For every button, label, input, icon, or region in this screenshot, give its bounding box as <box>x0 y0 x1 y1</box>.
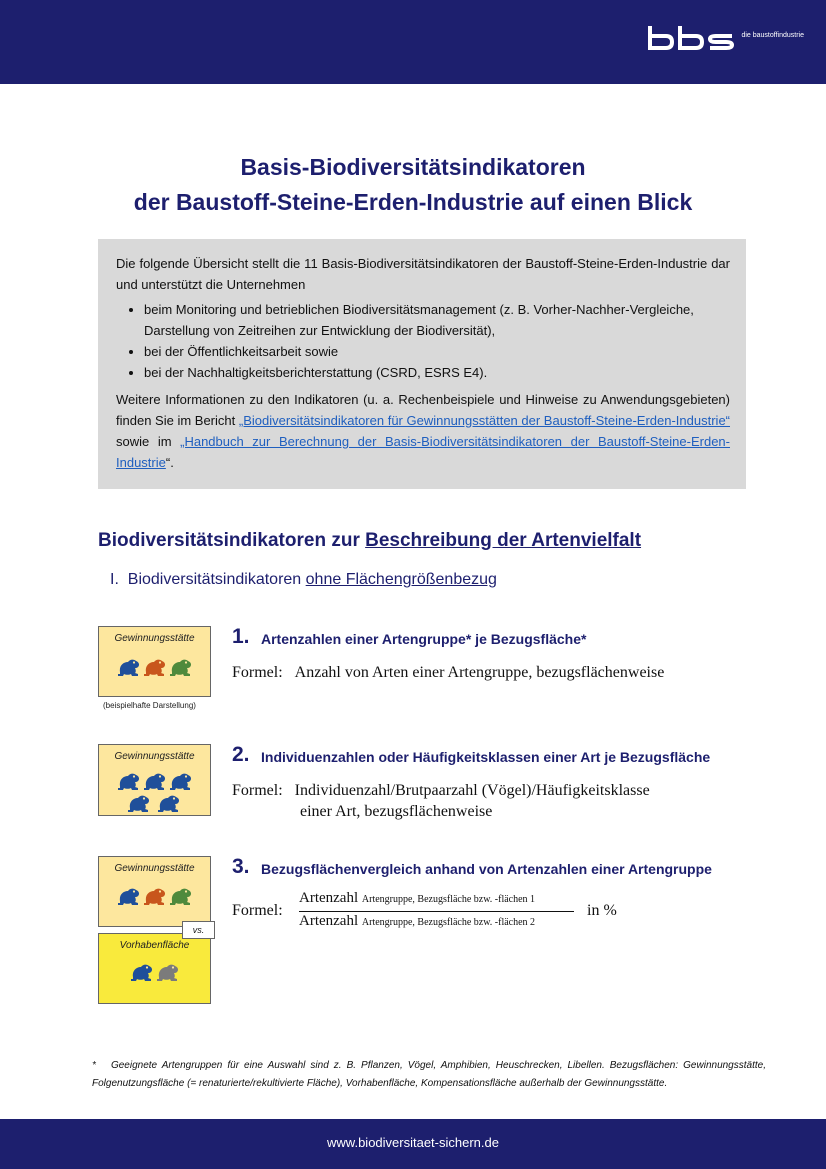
subsection-underlined: ohne Flächengrößenbezug <box>305 571 497 588</box>
formula-text: Anzahl von Arten einer Artengruppe, bezugsflächenweise <box>294 664 665 681</box>
formula-label: Formel: <box>232 782 283 799</box>
bbs-logo <box>646 24 804 54</box>
numerator-main: Artenzahl <box>299 890 359 906</box>
info-bullet: • bei der Nachhaltigkeitsberichterstattung (CSRD, ESRS E4). <box>144 362 730 383</box>
title-line-2: der Baustoff-Steine-Erden-Industrie auf einen Blick <box>133 189 693 215</box>
info-box <box>98 239 746 489</box>
section-title-underlined: Beschreibung der Artenvielfalt <box>365 530 642 551</box>
info-bullets <box>116 299 730 383</box>
vs-label: vs. <box>182 921 215 939</box>
frog-icon <box>143 657 167 677</box>
frog-icon <box>117 657 141 677</box>
gewinnungsstaette-box <box>98 856 211 927</box>
frog-icon <box>143 886 167 906</box>
frog-icon <box>143 771 167 791</box>
frog-icon <box>127 793 151 813</box>
indicator-formula <box>232 780 650 801</box>
box-label: Gewinnungsstätte <box>114 633 195 644</box>
info-bullet: • beim Monitoring und betrieblichen Biodiversitätsmanagement (z. B. Vorher-Nachher-Vergleiche, Darstellung von Zeitreihen zur Entwicklung der Biodiversität), <box>144 299 730 341</box>
info-more <box>116 389 730 473</box>
gewinnungsstaette-box <box>98 626 211 697</box>
formula-label: Formel: <box>232 664 283 681</box>
indicator-formula <box>232 662 664 683</box>
frog-icon <box>169 771 193 791</box>
frog-icon <box>157 793 181 813</box>
subsection-text: Biodiversitätsindikatoren <box>127 571 306 588</box>
example-caption: (beispielhafte Darstellung) <box>103 701 196 710</box>
title-line-1: Basis-Biodiversitätsindikatoren <box>240 154 586 180</box>
info-more-text: Weitere Informationen zu den Indikatoren (u. a. Rechenbeispiele und Hinweise zu Anwendungsgebieten) finden Sie im Bericht <box>116 392 730 428</box>
info-more-text: sowie im <box>116 434 181 449</box>
numerator-subscript: Artengruppe, Bezugsfläche bzw. -flächen 1 <box>361 894 536 905</box>
fraction-line <box>299 911 574 912</box>
fraction-denominator <box>299 913 535 930</box>
section-title <box>98 530 641 552</box>
denominator-subscript: Artengruppe, Bezugsfläche bzw. -flächen 2 <box>361 917 536 928</box>
footnote-mark: * <box>92 1060 96 1071</box>
fraction-numerator <box>299 890 535 907</box>
indicator-number: 3. <box>232 855 250 878</box>
subsection-number: I. <box>110 571 119 588</box>
page-footer <box>0 1119 826 1169</box>
footer-url[interactable]: www.biodiversitaet-sichern.de <box>327 1135 499 1150</box>
page-title <box>0 150 826 220</box>
box-label: Vorhabenfläche <box>119 940 190 951</box>
formula-label: Formel: <box>232 902 283 919</box>
footnote-text: Geeignete Artengruppen für eine Auswahl sind z. B. Pflanzen, Vögel, Amphibien, Heuschrecken, Libellen. Bezugsflächen: Gewinnungsstätte, Folgenutzungsfläche (= renaturierte/rekultivierte Fläche), Vorhabenfläche, Kompensationsfläche außerhalb der Gewinnungsstätte. <box>92 1060 766 1089</box>
formula-text: Individuenzahl/Brutpaarzahl (Vögel)/Häufigkeitsklasse <box>294 782 650 799</box>
bbs-logo-icon <box>646 24 738 54</box>
report-link[interactable]: „Biodiversitätsindikatoren für Gewinnungsstätten der Baustoff-Steine-Erden-Industrie“ <box>238 413 730 428</box>
indicator-title: Bezugsflächenvergleich anhand von Artenzahlen einer Artengruppe <box>261 861 712 877</box>
info-intro: Die folgende Übersicht stellt die 11 Basis-Biodiversitätsindikatoren der Baustoff-Steine-Erden-Industrie dar und unterstützt die Unternehmen <box>116 256 730 292</box>
indicator-title: Artenzahlen einer Artengruppe* je Bezugsfläche* <box>261 631 587 647</box>
frog-icon <box>169 886 193 906</box>
frog-icon <box>117 771 141 791</box>
indicator-number: 2. <box>232 743 250 766</box>
frog-icon <box>130 962 154 982</box>
logo-subtitle: die baustoffindustrie <box>741 32 804 39</box>
formula-continuation: einer Art, bezugsflächenweise <box>300 803 493 820</box>
info-bullet: • bei der Öffentlichkeitsarbeit sowie <box>144 341 730 362</box>
denominator-main: Artenzahl <box>299 913 359 929</box>
section-title-text: Biodiversitätsindikatoren zur <box>98 530 366 551</box>
box-label: Gewinnungsstätte <box>114 863 195 874</box>
box-label: Gewinnungsstätte <box>114 751 195 762</box>
handbook-link[interactable]: „Handbuch zur Berechnung der Basis-Biodiversitätsindikatoren der Baustoff-Steine-Erden-Industrie <box>116 434 730 470</box>
formula-unit: in % <box>587 902 617 919</box>
gewinnungsstaette-box <box>98 744 211 816</box>
page-header <box>0 0 826 84</box>
vorhabenflaeche-box <box>98 933 211 1004</box>
indicator-title: Individuenzahlen oder Häufigkeitsklassen einer Art je Bezugsfläche <box>261 749 711 765</box>
subsection-title <box>110 571 497 589</box>
frog-icon <box>156 962 180 982</box>
info-more-text: “. <box>165 455 174 470</box>
indicator-number: 1. <box>232 625 250 648</box>
footnote <box>92 1057 766 1093</box>
frog-icon <box>169 657 193 677</box>
frog-icon <box>117 886 141 906</box>
